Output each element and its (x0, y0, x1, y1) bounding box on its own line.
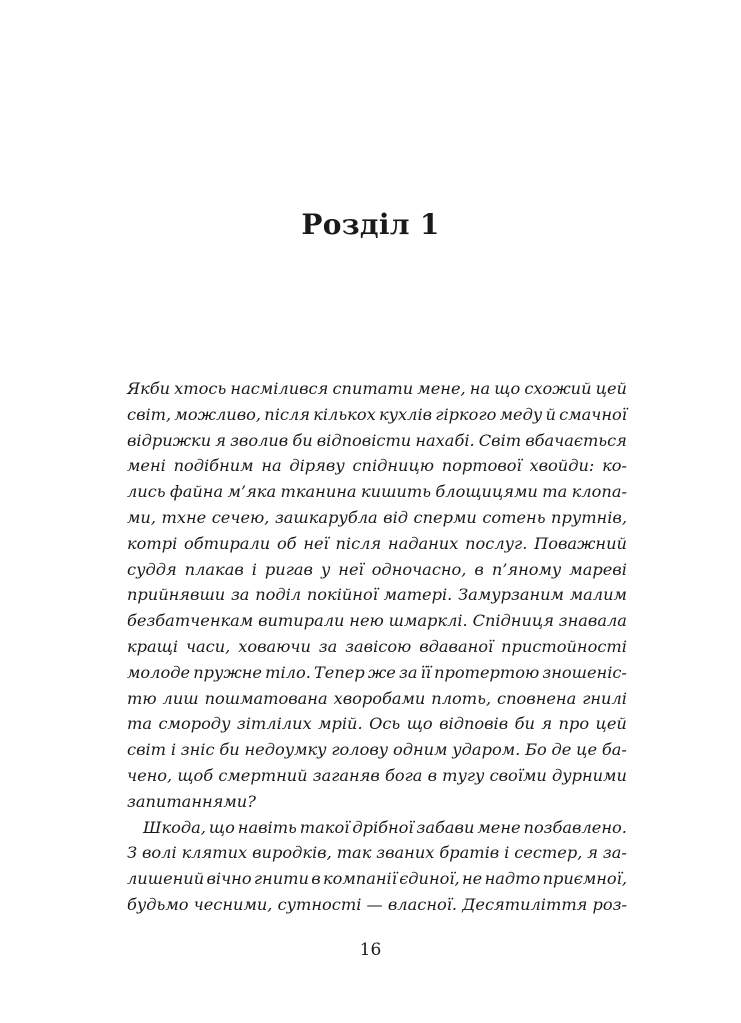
body-text (127, 376, 627, 918)
text-line: суддя плакав і ригав у неї одночасно, в п’яному мареві (127, 559, 627, 579)
text-line: котрі обтирали об неї після наданих послуг. Поважний (127, 533, 627, 553)
text-line: та смороду зітлілих мрій. Ось що відповів би я про цей (127, 714, 627, 734)
text-line: Шкода, що навіть такої дрібної забави мене позбавлено. (143, 817, 627, 837)
text-line: молоде пружне тіло. Тепер же за її протертою зношеніс- (127, 662, 627, 682)
text-line: лишений вічно гнити в компанії єдиної, не надто приємної, (127, 869, 627, 889)
text-line: будьмо чесними, сутності — власної. Десятиліття роз- (127, 894, 627, 914)
text-line: тю лиш пошматована хворобами плоть, сповнена гнилі (127, 688, 627, 708)
text-line: безбатченкам витирали нею шмарклі. Спідниця знавала (127, 611, 627, 631)
text-line: світ і зніс би недоумку голову одним ударом. Бо де це ба- (127, 740, 627, 760)
text-line: запитаннями? (127, 791, 256, 811)
text-line: світ, можливо, після кількох кухлів гіркого меду й смачної (127, 404, 627, 424)
text-line: ми, тхне сечею, зашкарубла від сперми сотень прутнів, (127, 507, 627, 527)
text-line: прийнявши за поділ покійної матері. Замурзаним малим (127, 585, 627, 605)
text-line: Якби хтось насмілився спитати мене, на що схожий цей (127, 379, 627, 398)
text-line: чено, щоб смертний заганяв бога в тугу своїми дурними (127, 765, 627, 785)
text-line: З волі клятих виродків, так званих братів і сестер, я за- (127, 843, 627, 863)
chapter-title: Розділ 1 (301, 208, 440, 241)
page-number: 16 (359, 940, 382, 960)
text-line: лись файна м’яка тканина кишить блощицями та клопа- (127, 482, 627, 502)
text-line: кращі часи, ховаючи за завісою вдаваної пристойності (127, 636, 627, 656)
text-line: мені подібним на діряву спідницю портової хвойди: ко- (127, 456, 627, 476)
text-line: відрижки я зволив би відповісти нахабі. Світ вбачається (127, 430, 627, 450)
